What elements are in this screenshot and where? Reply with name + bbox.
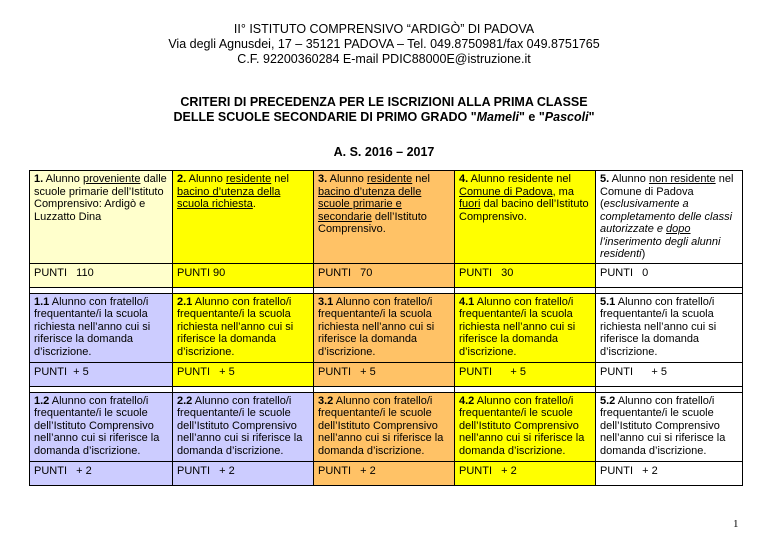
points-cell: PUNTI + 2 [455,461,596,485]
criterion-number: 5.1 [600,295,616,308]
criterion-3 [314,171,455,264]
criterion-number: 2. [177,173,187,185]
criterion-4-1 [455,293,596,362]
criterion-1-2 [30,392,173,461]
school-name: II° ISTITUTO COMPRENSIVO “ARDIGÒ” DI PADOVA [233,22,535,36]
points-cell: PUNTI + 2 [596,461,743,485]
points-cell: PUNTI + 5 [596,362,743,386]
points-row-main [30,263,743,287]
criterion-underlined: Comune di Padova [459,185,553,198]
title-line-2-pre: DELLE SCUOLE SECONDARIE DI PRIMO GRADO " [173,110,477,124]
criterion-number: 3.1 [318,295,334,308]
criterion-2-2 [173,392,314,461]
criteria-row-sibling-school [30,293,743,362]
criterion-text: , ma [552,185,574,198]
criterion-4-2 [455,392,596,461]
page-number: 1 [733,518,739,530]
criterion-italic: l’inserimento degli alunni residenti [600,235,721,260]
points-cell: PUNTI + 5 [173,362,314,386]
criterion-4 [455,171,596,264]
criterion-text: Alunno con fratello/i frequentante/i le scuole dell’Istituto Comprensivo nell’anno cui si riferisce la domanda d’iscrizione. [459,394,585,457]
criterion-1 [30,171,173,264]
criterion-text: nel [415,173,430,185]
points-cell: PUNTI + 5 [30,362,173,386]
criterion-text: Alunno con fratello/i frequentante/i la scuola richiesta nell’anno cui si riferisce la domanda d’iscrizione. [318,295,435,358]
criterion-3-1 [314,293,455,362]
school-name-pascoli: Pascoli [544,110,589,124]
criterion-text: Alunno con fratello/i frequentante/i la scuola richiesta nell’anno cui si riferisce la domanda d’iscrizione. [600,295,717,358]
school-codes: C.F. 92200360284 E-mail PDIC88000E@istruzione.it [237,52,531,66]
points-cell: PUNTI 110 [30,263,173,287]
criterion-5-2 [596,392,743,461]
criterion-2-1 [173,293,314,362]
criterion-1-1 [30,293,173,362]
criterion-text: Alunno con fratello/i frequentante/i le scuole dell’Istituto Comprensivo nell’anno cui si riferisce la domanda d’iscrizione. [600,394,726,457]
criterion-number: 2.1 [177,295,193,308]
points-row-sibling-institute [30,461,743,485]
document-title [0,95,768,125]
school-name-mameli: Mameli [476,110,520,124]
criterion-number: 2.2 [177,394,193,407]
points-cell: PUNTI 0 [596,263,743,287]
criterion-underlined: residente [225,173,272,185]
points-cell: PUNTI 90 [173,263,314,287]
criterion-text: dalle scuole primarie dell’Istituto Comprensivo: Ardigò e Luzzatto Dina [34,173,167,223]
criterion-text: Alunno [45,173,80,185]
criterion-text: . [252,198,256,210]
criterion-number: 5. [600,173,610,185]
criterion-text: nel [274,173,289,185]
points-cell: PUNTI + 2 [30,461,173,485]
points-cell: PUNTI + 2 [173,461,314,485]
criterion-text: nel Comune di Padova ( [600,173,734,210]
criterion-text: Alunno con fratello/i frequentante/i la scuola richiesta nell’anno cui si riferisce la domanda d’iscrizione. [459,295,576,358]
criterion-underlined: fuori [459,198,481,210]
criterion-text: Alunno [611,173,646,185]
school-header [0,22,768,67]
criteria-row-main [30,171,743,264]
criterion-text: Alunno con fratello/i frequentante/i le scuole dell’Istituto Comprensivo nell’anno cui si riferisce la domanda d’iscrizione. [34,394,160,457]
points-row-sibling-school [30,362,743,386]
title-line-2 [0,110,768,125]
criterion-number: 4.1 [459,295,475,308]
criterion-number: 1.1 [34,295,50,308]
criterion-number: 5.2 [600,394,616,407]
points-cell: PUNTI + 5 [314,362,455,386]
points-cell: PUNTI 30 [455,263,596,287]
criterion-number: 3. [318,173,328,185]
criterion-number: 1.2 [34,394,50,407]
criterion-number: 3.2 [318,394,334,407]
criterion-number: 4.2 [459,394,475,407]
criteria-row-sibling-institute [30,392,743,461]
points-cell: PUNTI 70 [314,263,455,287]
points-cell: PUNTI + 5 [455,362,596,386]
criterion-2 [173,171,314,264]
criterion-text: Alunno [329,173,364,185]
criterion-number: 4. [459,173,469,185]
criterion-text: ) [641,248,646,260]
criteria-table [29,170,743,486]
criterion-text: Alunno [188,173,223,185]
criterion-3-2 [314,392,455,461]
criterion-5 [596,171,743,264]
title-line-1: CRITERI DI PRECEDENZA PER LE ISCRIZIONI ALLA PRIMA CLASSE [180,95,588,109]
criterion-text: Alunno con fratello/i frequentante/i la scuola richiesta nell’anno cui si riferisce la domanda d’iscrizione. [177,295,294,358]
criterion-text: Alunno con fratello/i frequentante/i le scuole dell’Istituto Comprensivo nell’anno cui si riferisce la domanda d’iscrizione. [318,394,444,457]
school-address: Via degli Agnusdei, 17 – 35121 PADOVA – Tel. 049.8750981/fax 049.8751765 [168,37,600,51]
criterion-text: Alunno con fratello/i frequentante/i la scuola richiesta nell’anno cui si riferisce la domanda d’iscrizione. [34,295,151,358]
criterion-underlined: proveniente [82,173,141,185]
school-year: A. S. 2016 – 2017 [333,145,435,159]
title-line-2-mid: " e " [519,110,545,124]
criterion-underlined: dopo [666,223,691,235]
criterion-text: Alunno con fratello/i frequentante/i le scuole dell’Istituto Comprensivo nell’anno cui si riferisce la domanda d’iscrizione. [177,394,303,457]
criterion-underlined: bacino d’utenza della scuola richiesta [177,185,281,210]
criterion-5-1 [596,293,743,362]
points-cell: PUNTI + 2 [314,461,455,485]
criterion-text: Alunno residente nel [470,173,571,185]
criterion-text: dell’Istituto Comprensivo. [318,210,427,235]
title-line-2-end: " [588,110,595,124]
criterion-underlined: residente [366,173,413,185]
criterion-underlined: non residente [648,173,716,185]
criterion-underlined: bacino d’utenza delle scuole primarie e secondarie [318,185,422,223]
criterion-italic: esclusivamente a completamento delle classi autorizzate e [600,198,733,235]
criterion-text: dal bacino dell’Istituto Comprensivo. [459,198,589,223]
criterion-number: 1. [34,173,44,185]
